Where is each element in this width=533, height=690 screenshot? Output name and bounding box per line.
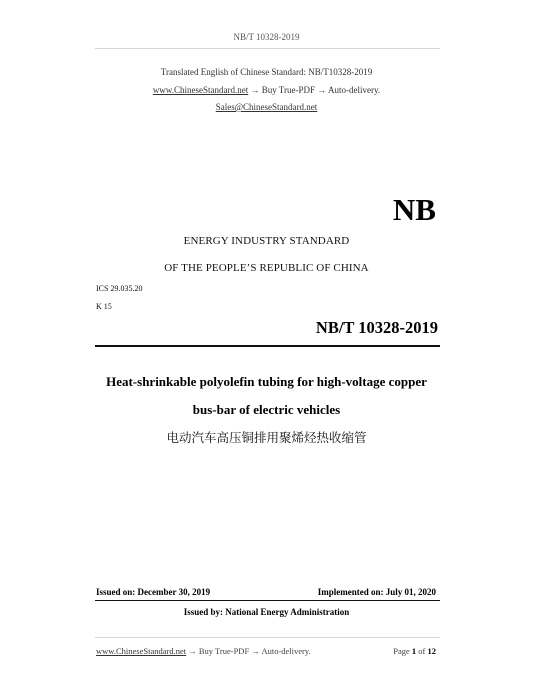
header-doc-code: NB/T 10328-2019 xyxy=(233,32,300,42)
title-english-line-2: bus-bar of electric vehicles xyxy=(192,402,341,417)
document-number: NB/T 10328-2019 xyxy=(315,318,438,337)
page-label: Page xyxy=(393,646,410,656)
arrow-icon: → xyxy=(315,85,329,95)
ics-code: ICS 29.035.20 xyxy=(96,284,143,293)
footer-site-link[interactable]: www.ChineseStandard.net xyxy=(96,646,187,656)
implemented-on: Implemented on: July 01, 2020 xyxy=(317,587,436,597)
page-total: 12 xyxy=(427,646,436,656)
buy-true-pdf-text: Buy True-PDF xyxy=(261,85,315,95)
title-chinese: 电动汽车高压铜排用聚烯烃热收缩管 xyxy=(166,430,367,445)
arrow-icon: → xyxy=(249,646,262,656)
email-line xyxy=(0,102,533,112)
purchase-line xyxy=(0,85,533,95)
classification-code: K 15 xyxy=(96,302,112,311)
arrow-icon: → xyxy=(248,85,262,95)
translated-line: Translated English of Chinese Standard: NB/T10328-2019 xyxy=(160,67,373,77)
standard-line-2: OF THE PEOPLE’S REPUBLIC OF CHINA xyxy=(164,262,369,274)
arrow-icon: → xyxy=(186,646,199,656)
footer-buy-true-pdf-text: Buy True-PDF xyxy=(198,646,250,656)
footer-purchase-line xyxy=(96,646,311,656)
issue-divider xyxy=(95,600,440,601)
header-divider xyxy=(95,48,440,49)
issued-on: Issued on: December 30, 2019 xyxy=(96,587,211,597)
page-indicator xyxy=(393,646,436,656)
title-english-line-1: Heat-shrinkable polyolefin tubing for high-voltage copper xyxy=(106,374,427,389)
email-link[interactable]: Sales@ChineseStandard.net xyxy=(215,102,318,112)
page-of: of xyxy=(418,646,426,656)
footer-auto-delivery-text: Auto-delivery. xyxy=(261,646,311,656)
footer-divider xyxy=(95,637,440,638)
auto-delivery-text: Auto-delivery. xyxy=(328,85,381,95)
site-link[interactable]: www.ChineseStandard.net xyxy=(152,85,249,95)
page-current: 1 xyxy=(411,646,417,656)
standard-line-1: ENERGY INDUSTRY STANDARD xyxy=(183,235,350,247)
nb-logo: NB xyxy=(392,192,436,227)
title-divider xyxy=(95,345,440,347)
issued-by: Issued by: National Energy Administration xyxy=(183,607,350,617)
